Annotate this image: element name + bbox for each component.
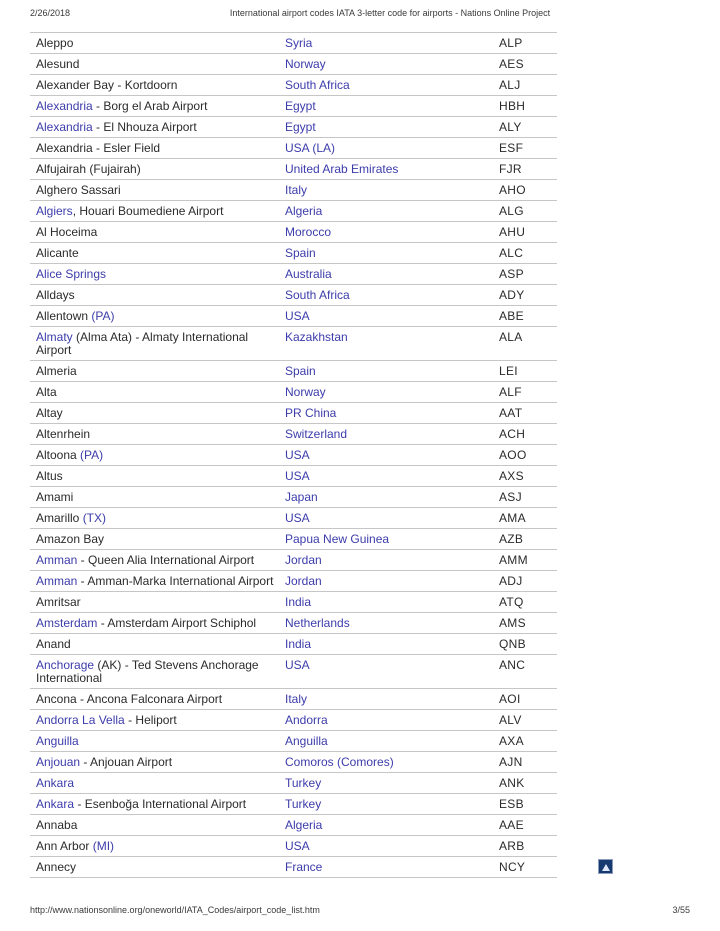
airport-name-link[interactable]: Alice Springs — [36, 268, 107, 281]
country-cell — [285, 756, 499, 769]
airport-name-cell — [36, 756, 285, 769]
country-cell — [285, 575, 499, 588]
country-cell — [285, 512, 499, 525]
airport-name-text: Annaba — [36, 819, 78, 832]
airport-name-cell — [36, 289, 285, 302]
airport-name-cell — [36, 575, 285, 588]
country-link[interactable]: Netherlands — [285, 617, 350, 630]
country-link[interactable]: Italy — [285, 693, 308, 706]
airport-name-cell — [36, 205, 285, 218]
country-link[interactable]: USA — [285, 310, 310, 323]
airport-name-text: Altenrhein — [36, 428, 91, 441]
print-footer — [30, 905, 690, 917]
country-link[interactable]: India — [285, 596, 312, 609]
iata-code: AXA — [499, 735, 524, 748]
country-link[interactable]: Egypt — [285, 121, 316, 134]
table-row — [30, 487, 557, 508]
airport-name-cell — [36, 428, 285, 441]
source-url: http://www.nationsonline.org/oneworld/IATA_Codes/airport_code_list.htm — [30, 905, 320, 915]
back-to-top-button[interactable] — [598, 859, 613, 874]
iata-code: QNB — [499, 638, 526, 651]
airport-name-text: - El Nhouza Airport — [92, 121, 197, 134]
airport-name-cell — [36, 714, 285, 727]
airport-name-cell — [36, 819, 285, 832]
table-row — [30, 836, 557, 857]
iata-code: ANK — [499, 777, 525, 790]
table-row — [30, 180, 557, 201]
iata-code: LEI — [499, 365, 518, 378]
country-cell — [285, 449, 499, 462]
table-row — [30, 243, 557, 264]
airport-name-text: - Amsterdam Airport Schiphol — [97, 617, 257, 630]
country-link[interactable]: Andorra — [285, 714, 328, 727]
country-link[interactable]: Norway — [285, 58, 326, 71]
table-row — [30, 159, 557, 180]
table-row — [30, 815, 557, 836]
airport-name-text: Ann Arbor — [36, 840, 93, 853]
table-row — [30, 306, 557, 327]
airport-name-cell — [36, 777, 285, 790]
table-row — [30, 117, 557, 138]
iata-code: ALC — [499, 247, 524, 260]
country-cell — [285, 247, 499, 260]
table-row — [30, 33, 557, 54]
iata-code: NCY — [499, 861, 526, 874]
airport-name-text: Alesund — [36, 58, 80, 71]
table-row — [30, 655, 557, 689]
table-row — [30, 285, 557, 306]
airport-name-text: (Alma Ata) - Almaty International Airport — [36, 331, 249, 357]
airport-name-text: Altus — [36, 470, 63, 483]
country-cell — [285, 142, 499, 155]
airport-name-link[interactable]: Alexandria — [36, 100, 93, 113]
table-row — [30, 731, 557, 752]
country-cell — [285, 100, 499, 113]
airport-name-cell — [36, 100, 285, 113]
country-link[interactable]: Australia — [285, 268, 332, 281]
airport-name-cell — [36, 659, 285, 685]
table-row — [30, 550, 557, 571]
table-row — [30, 403, 557, 424]
airport-name-cell — [36, 310, 285, 323]
country-link[interactable]: Turkey — [285, 777, 322, 790]
airport-name-cell — [36, 184, 285, 197]
airport-name-text: Amazon Bay — [36, 533, 105, 546]
country-link[interactable]: Spain — [285, 247, 316, 260]
table-row — [30, 752, 557, 773]
airport-name-text: Alicante — [36, 247, 79, 260]
country-cell — [285, 638, 499, 651]
airport-name-link[interactable]: Almaty — [36, 331, 73, 344]
airport-name-cell — [36, 365, 285, 378]
airport-name-cell — [36, 268, 285, 281]
country-link[interactable]: Italy — [285, 184, 308, 197]
country-link[interactable]: PR China — [285, 407, 337, 420]
country-cell — [285, 331, 499, 357]
iata-code: ESF — [499, 142, 524, 155]
airport-name-text: Alexandria - Esler Field — [36, 142, 161, 155]
airport-name-cell — [36, 735, 285, 748]
airport-name-text: - Esenboğa International Airport — [74, 798, 247, 811]
table-row — [30, 773, 557, 794]
country-cell — [285, 79, 499, 92]
iata-code: ALY — [499, 121, 522, 134]
table-row — [30, 424, 557, 445]
country-link[interactable]: USA — [285, 659, 310, 672]
table-row — [30, 138, 557, 159]
table-row — [30, 264, 557, 285]
country-link[interactable]: Anguilla — [285, 735, 328, 748]
airport-name-text: Al Hoceima — [36, 226, 98, 239]
airport-name-text: Aleppo — [36, 37, 74, 50]
iata-code: ASJ — [499, 491, 522, 504]
iata-code: AOO — [499, 449, 527, 462]
table-row — [30, 710, 557, 731]
airport-name-cell — [36, 163, 285, 176]
page-number: 3/55 — [672, 905, 690, 915]
iata-code: ALJ — [499, 79, 521, 92]
airport-name-cell — [36, 596, 285, 609]
country-link[interactable]: USA — [285, 840, 310, 853]
table-row — [30, 201, 557, 222]
airport-name-text: Almeria — [36, 365, 77, 378]
country-cell — [285, 491, 499, 504]
country-link[interactable]: India — [285, 638, 312, 651]
country-cell — [285, 819, 499, 832]
country-cell — [285, 386, 499, 399]
airport-name-text: Altoona — [36, 449, 81, 462]
country-link[interactable]: Jordan — [285, 575, 322, 588]
country-cell — [285, 659, 499, 685]
country-cell — [285, 735, 499, 748]
country-cell — [285, 840, 499, 853]
airport-name-text: (AK) - Ted Stevens Anchorage International — [36, 659, 259, 685]
airport-name-link[interactable]: Alexandria — [36, 121, 93, 134]
airport-name-text: Amarillo — [36, 512, 83, 525]
iata-code: ADJ — [499, 575, 523, 588]
country-link[interactable]: Switzerland — [285, 428, 348, 441]
airport-name-text: - Amman-Marka International Airport — [77, 575, 274, 588]
iata-code: AXS — [499, 470, 524, 483]
airport-name-link[interactable]: (PA) — [80, 449, 104, 462]
table-row — [30, 75, 557, 96]
airport-name-link[interactable]: Andorra La Vella — [36, 714, 125, 727]
airport-name-link[interactable]: (MI) — [92, 840, 115, 853]
country-cell — [285, 205, 499, 218]
table-row — [30, 613, 557, 634]
airport-name-cell — [36, 470, 285, 483]
airport-name-cell — [36, 798, 285, 811]
iata-code: ASP — [499, 268, 524, 281]
country-link[interactable]: Comoros (Comores) — [285, 756, 394, 769]
table-row — [30, 96, 557, 117]
country-cell — [285, 365, 499, 378]
back-to-top-icon — [602, 864, 610, 871]
airport-name-cell — [36, 142, 285, 155]
airport-name-text: Alexander Bay - Kortdoorn — [36, 79, 178, 92]
airport-name-cell — [36, 512, 285, 525]
iata-code: ANC — [499, 659, 526, 672]
airport-name-text: Alghero Sassari — [36, 184, 121, 197]
country-cell — [285, 617, 499, 630]
airport-name-link[interactable]: Amsterdam — [36, 617, 98, 630]
iata-code: ABE — [499, 310, 524, 323]
airport-name-cell — [36, 449, 285, 462]
print-header — [0, 8, 720, 22]
airport-name-text: Alta — [36, 386, 57, 399]
table-row — [30, 445, 557, 466]
airport-name-text: Alfujairah (Fujairah) — [36, 163, 141, 176]
airport-name-cell — [36, 861, 285, 874]
iata-code: HBH — [499, 100, 526, 113]
country-cell — [285, 470, 499, 483]
iata-code: AMM — [499, 554, 528, 567]
airport-name-text: - Queen Alia International Airport — [77, 554, 255, 567]
iata-code: ALF — [499, 386, 522, 399]
country-link[interactable]: Japan — [285, 491, 318, 504]
country-cell — [285, 777, 499, 790]
iata-code: AJN — [499, 756, 523, 769]
country-cell — [285, 798, 499, 811]
iata-code: ALV — [499, 714, 522, 727]
country-cell — [285, 226, 499, 239]
country-cell — [285, 268, 499, 281]
iata-code: AOI — [499, 693, 521, 706]
country-cell — [285, 428, 499, 441]
airport-name-text: - Borg el Arab Airport — [92, 100, 208, 113]
airport-name-link[interactable]: Ankara — [36, 798, 75, 811]
country-link[interactable]: Spain — [285, 365, 316, 378]
airport-name-text: , Houari Boumediene Airport — [72, 205, 224, 218]
country-cell — [285, 289, 499, 302]
iata-code: ALG — [499, 205, 524, 218]
country-cell — [285, 310, 499, 323]
country-link[interactable]: Morocco — [285, 226, 332, 239]
table-row — [30, 222, 557, 243]
airport-name-cell — [36, 37, 285, 50]
airport-name-text: Anand — [36, 638, 71, 651]
table-row — [30, 382, 557, 403]
airport-name-text: Ancona - Ancona Falconara Airport — [36, 693, 223, 706]
country-cell — [285, 554, 499, 567]
country-link[interactable]: Turkey — [285, 798, 322, 811]
table-row — [30, 361, 557, 382]
airport-name-text: Amami — [36, 491, 74, 504]
country-link[interactable]: Egypt — [285, 100, 316, 113]
airport-table — [30, 32, 557, 878]
iata-code: AMA — [499, 512, 526, 525]
iata-code: AES — [499, 58, 524, 71]
iata-code: AHU — [499, 226, 526, 239]
airport-name-cell — [36, 554, 285, 567]
airport-name-link[interactable]: Anjouan — [36, 756, 81, 769]
iata-code: ESB — [499, 798, 524, 811]
table-row — [30, 508, 557, 529]
country-link[interactable]: Algeria — [285, 819, 323, 832]
airport-name-cell — [36, 331, 285, 357]
airport-name-link[interactable]: (PA) — [91, 310, 115, 323]
iata-code: ATQ — [499, 596, 524, 609]
airport-name-cell — [36, 617, 285, 630]
airport-name-text: - Anjouan Airport — [80, 756, 173, 769]
iata-code: AAT — [499, 407, 523, 420]
iata-code: ALA — [499, 331, 523, 344]
airport-name-link[interactable]: Anguilla — [36, 735, 79, 748]
airport-name-link[interactable]: Ankara — [36, 777, 75, 790]
table-row — [30, 529, 557, 550]
table-row — [30, 54, 557, 75]
table-row — [30, 794, 557, 815]
airport-name-cell — [36, 407, 285, 420]
airport-name-text: Annecy — [36, 861, 77, 874]
country-link[interactable]: USA — [285, 512, 310, 525]
table-row — [30, 689, 557, 710]
print-date: 2/26/2018 — [30, 8, 71, 18]
iata-code: ADY — [499, 289, 525, 302]
country-link[interactable]: Kazakhstan — [285, 331, 348, 344]
airport-name-text: Alldays — [36, 289, 75, 302]
table-row — [30, 857, 557, 878]
iata-code: ACH — [499, 428, 526, 441]
country-link[interactable]: Algeria — [285, 205, 323, 218]
airport-name-cell — [36, 58, 285, 71]
country-link[interactable]: Jordan — [285, 554, 322, 567]
airport-name-cell — [36, 693, 285, 706]
table-row — [30, 634, 557, 655]
airport-name-link[interactable]: Amman — [36, 575, 78, 588]
iata-code: AZB — [499, 533, 524, 546]
table-row — [30, 592, 557, 613]
iata-code: AMS — [499, 617, 526, 630]
country-link[interactable]: France — [285, 861, 323, 874]
airport-name-link[interactable]: (TX) — [82, 512, 107, 525]
airport-name-cell — [36, 226, 285, 239]
country-cell — [285, 58, 499, 71]
country-cell — [285, 596, 499, 609]
iata-code: ALP — [499, 37, 523, 50]
table-row — [30, 327, 557, 361]
airport-name-cell — [36, 533, 285, 546]
country-cell — [285, 407, 499, 420]
country-link[interactable]: South Africa — [285, 289, 350, 302]
iata-code: AAE — [499, 819, 524, 832]
country-link[interactable]: Syria — [285, 37, 313, 50]
airport-name-cell — [36, 247, 285, 260]
country-link[interactable]: United Arab Emirates — [285, 163, 399, 176]
country-cell — [285, 861, 499, 874]
country-cell — [285, 121, 499, 134]
airport-name-link[interactable]: Anchorage — [36, 659, 95, 672]
airport-name-cell — [36, 79, 285, 92]
iata-code: ARB — [499, 840, 525, 853]
table-row — [30, 571, 557, 592]
country-link[interactable]: South Africa — [285, 79, 350, 92]
airport-name-cell — [36, 386, 285, 399]
airport-name-cell — [36, 840, 285, 853]
airport-name-cell — [36, 121, 285, 134]
iata-code: FJR — [499, 163, 522, 176]
airport-name-text: - Heliport — [124, 714, 177, 727]
airport-name-link[interactable]: Amman — [36, 554, 78, 567]
country-cell — [285, 184, 499, 197]
country-cell — [285, 37, 499, 50]
country-cell — [285, 693, 499, 706]
country-link[interactable]: Norway — [285, 386, 326, 399]
airport-name-cell — [36, 491, 285, 504]
airport-name-cell — [36, 638, 285, 651]
country-cell — [285, 533, 499, 546]
airport-name-text: Allentown — [36, 310, 92, 323]
country-link[interactable]: USA — [285, 449, 310, 462]
airport-name-link[interactable]: Algiers — [36, 205, 73, 218]
airport-name-text: Amritsar — [36, 596, 81, 609]
iata-code: AHO — [499, 184, 526, 197]
country-link[interactable]: Papua New Guinea — [285, 533, 390, 546]
table-row — [30, 466, 557, 487]
country-cell — [285, 163, 499, 176]
country-cell — [285, 714, 499, 727]
country-link[interactable]: USA (LA) — [285, 142, 336, 155]
airport-name-text: Altay — [36, 407, 63, 420]
page-title: International airport codes IATA 3-letter code for airports - Nations Online Project — [229, 8, 551, 18]
country-link[interactable]: USA — [285, 470, 310, 483]
